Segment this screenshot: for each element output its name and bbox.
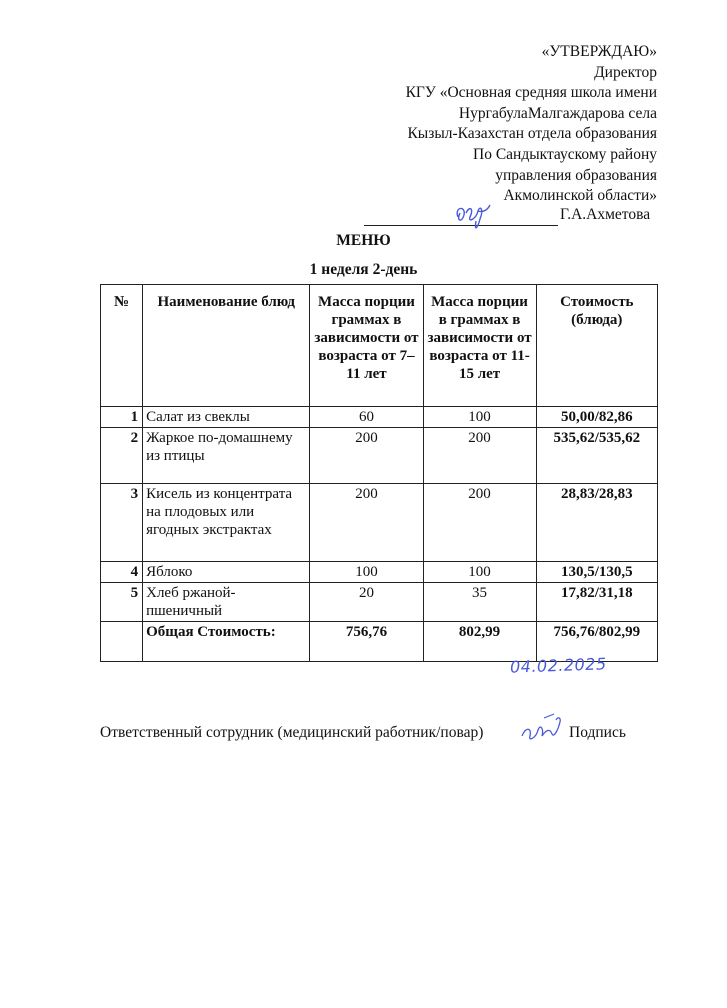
total-cost: 756,76/802,99	[536, 622, 657, 662]
table-row	[101, 562, 658, 583]
row-mass2: 35	[423, 583, 536, 622]
row-cost: 17,82/31,18	[536, 583, 657, 622]
row-mass2: 100	[423, 407, 536, 428]
row-mass2: 200	[423, 484, 536, 562]
page-title: МЕНЮ	[336, 232, 391, 249]
table-header-row	[101, 285, 658, 407]
row-no: 1	[101, 407, 143, 428]
total-mass2: 802,99	[423, 622, 536, 662]
director-signature-icon	[452, 195, 494, 235]
row-no: 2	[101, 428, 143, 484]
approval-line: КГУ «Основная средняя школа имени	[405, 84, 657, 102]
header-name: Наименование блюд	[143, 285, 310, 407]
approval-line: управления образования	[495, 166, 657, 184]
row-mass1: 200	[310, 484, 423, 562]
header-mass1: Масса порции граммах в зависимости от возраста от 7–11 лет	[310, 285, 423, 407]
total-mass1: 756,76	[310, 622, 423, 662]
row-cost: 28,83/28,83	[536, 484, 657, 562]
signature-label: Подпись	[569, 724, 626, 741]
approval-line: Акмолинской области»	[503, 187, 657, 205]
row-mass2: 100	[423, 562, 536, 583]
row-name: Жаркое по-домашнему из птицы	[143, 428, 310, 484]
header-no: №	[101, 285, 143, 407]
approval-line: НургабулаМалгаждарова села	[458, 104, 657, 122]
row-mass1: 60	[310, 407, 423, 428]
staff-signature-icon	[518, 710, 566, 746]
row-no: 4	[101, 562, 143, 583]
table-row	[101, 428, 658, 484]
row-cost: 130,5/130,5	[536, 562, 657, 583]
table-row	[101, 583, 658, 622]
approval-line: Кызыл-Казахстан отдела образования	[407, 125, 657, 143]
row-no: 5	[101, 583, 143, 622]
footer-text: Ответственный сотрудник (медицинский работник/повар)	[100, 724, 484, 741]
row-cost: 535,62/535,62	[536, 428, 657, 484]
row-mass1: 100	[310, 562, 423, 583]
row-name: Яблоко	[143, 562, 310, 583]
total-label: Общая Стоимость:	[143, 622, 310, 662]
row-mass1: 200	[310, 428, 423, 484]
row-mass2: 200	[423, 428, 536, 484]
row-no: 3	[101, 484, 143, 562]
header-mass2: Масса порции в граммах в зависимости от возраста от 11-15 лет	[423, 285, 536, 407]
header-cost: Стоимость (блюда)	[536, 285, 657, 407]
table-row	[101, 484, 658, 562]
signer-name: Г.А.Ахметова	[560, 206, 651, 223]
approval-block	[406, 42, 657, 207]
row-name: Кисель из концентрата на плодовых или ягодных экстрактах	[143, 484, 310, 562]
row-name: Салат из свеклы	[143, 407, 310, 428]
menu-table	[100, 284, 658, 662]
total-empty-cell	[101, 622, 143, 662]
row-name: Хлеб ржаной-пшеничный	[143, 583, 310, 622]
approval-line: «УТВЕРЖДАЮ»	[541, 43, 657, 60]
date-stamp: 04.02.2025	[509, 654, 607, 677]
row-mass1: 20	[310, 583, 423, 622]
approval-line: По Сандыктаускому району	[473, 145, 657, 163]
row-cost: 50,00/82,86	[536, 407, 657, 428]
page-subtitle: 1 неделя 2-день	[309, 261, 418, 278]
approval-line: Директор	[594, 63, 657, 81]
table-row	[101, 407, 658, 428]
